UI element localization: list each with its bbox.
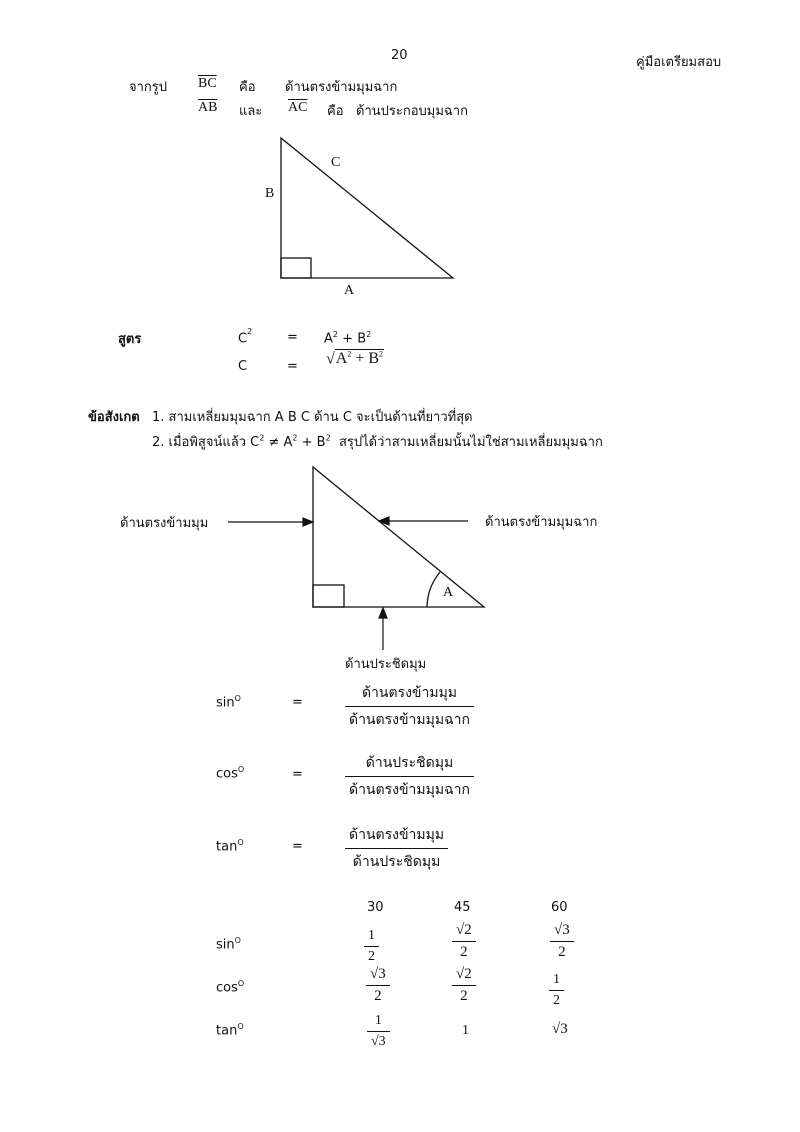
table-cell: $\frac{1}{2}$ [364,928,379,965]
book-title: คู่มือเตรียมสอบ [636,55,722,70]
table-header-angle: 45 [454,900,471,915]
angle-label-a: A [443,585,454,600]
formula-row2-radical: $√A^2 + B^2$ [326,350,384,368]
table-cell: $\frac{1}{2}$ [549,972,564,1009]
table-cell: $\frac{√2}{2}$ [452,966,476,1005]
table-row-fn: $\cos^O$ [216,979,245,996]
trig-def-eq: = [292,695,303,710]
formula-heading: สูตร [118,332,142,347]
segment-ac: $\overline{AC}$ [288,100,308,115]
trig-def-fraction: ด้านตรงข้ามมุม ด้านประชิดมุม [345,824,448,873]
segment-bc: $\overline{BC}$ [198,76,217,91]
notes-item-2: 2. เมื่อพิสูจน์แล้ว $C^2 \ne A^2 + B^2$ สรุปได้ว่าสามเหลี่ยมนั้นไม่ใช่สามเหลี่ยมมุมฉาก [152,433,603,450]
triangle1-label-c: C [331,155,341,170]
table-cell: $\frac{√3}{2}$ [366,966,390,1005]
trig-def-fn: $\tan^O$ [216,838,244,855]
right-triangle-1 [281,138,453,278]
segment-ab: $\overline{AB}$ [198,100,218,115]
angle-arc [427,572,440,607]
formula-row1-rhs: $A^2 + B^2$ [324,330,372,347]
intro-desc-1: ด้านตรงข้ามมุมฉาก [285,80,398,95]
trig-def-fn: $\sin^O$ [216,694,241,711]
intro-and: และ [239,104,263,119]
intro-lead: จากรูป [129,80,168,95]
trig-def-eq: = [292,839,303,854]
table-header-angle: 60 [551,900,568,915]
table-header-angle: 30 [367,900,384,915]
table-cell: $\frac{√3}{2}$ [550,922,574,961]
intro-is-1: คือ [239,80,256,95]
formula-row2-lhs: C [238,359,248,374]
intro-desc-2: ด้านประกอบมุมฉาก [356,104,468,119]
page-number: 20 [391,48,408,63]
notes-heading: ข้อสังเกต [88,410,140,425]
table-cell: $\frac{√2}{2}$ [452,922,476,961]
table-cell: $\frac{1}{√3}$ [367,1013,390,1050]
table-cell: √3 [552,1021,568,1037]
trig-def-fraction: ด้านตรงข้ามมุม ด้านตรงข้ามมุมฉาก [345,682,474,731]
table-row-fn: $\sin^O$ [216,936,241,953]
formula-row1-lhs: $C^2$ [238,327,253,347]
table-cell: 1 [462,1023,469,1038]
label-opposite-side: ด้านตรงข้ามมุม [120,516,209,531]
right-triangle-2 [313,467,484,607]
label-adjacent-side: ด้านประชิดมุม [345,657,427,672]
trig-def-fn: $\cos^O$ [216,765,245,782]
label-hypotenuse: ด้านตรงข้ามมุมฉาก [485,515,598,530]
trig-def-fraction: ด้านประชิดมุม ด้านตรงข้ามมุมฉาก [345,752,474,801]
trig-def-eq: = [292,767,303,782]
table-row-fn: $\tan^O$ [216,1022,244,1039]
formula-row1-eq: = [287,330,298,345]
notes-item-1: 1. สามเหลี่ยมมุมฉาก A B C ด้าน C จะเป็นด้านที่ยาวที่สุด [152,410,473,425]
intro-is-2: คือ [327,104,344,119]
triangle1-label-a: A [344,283,355,298]
triangle1-label-b: B [265,186,275,201]
formula-row2-eq: = [287,359,298,374]
